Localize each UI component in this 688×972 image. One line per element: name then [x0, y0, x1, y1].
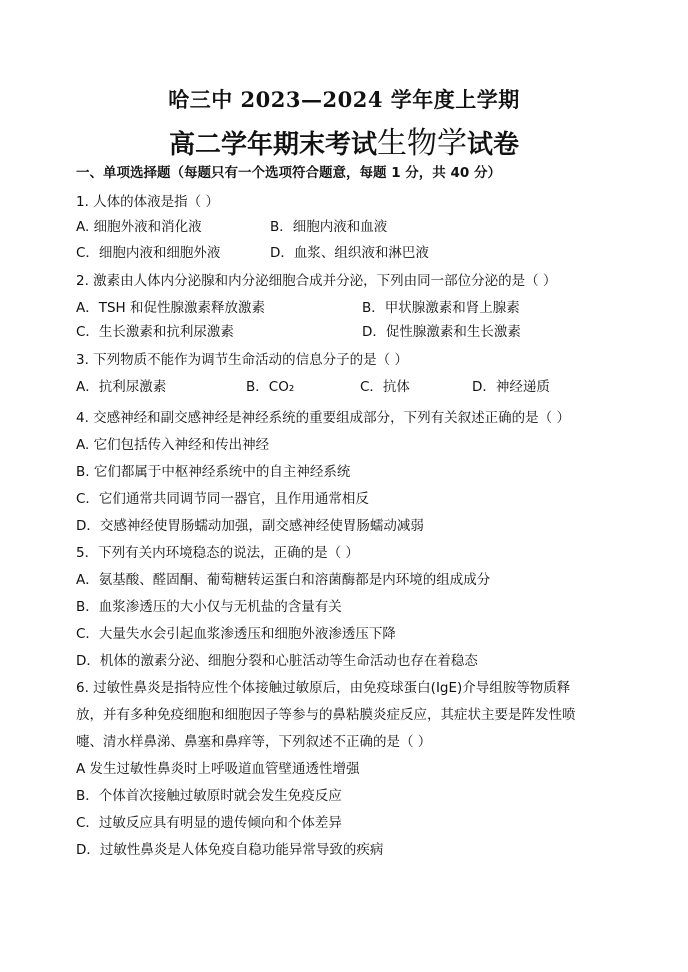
- question-3-option-b: B．CO₂: [246, 379, 295, 395]
- question-5-option-b: B．血浆渗透压的大小仅与无机盐的含量有关: [76, 599, 342, 615]
- exam-title-course: [0, 118, 688, 162]
- question-6-stem-line-3: 嚏、清水样鼻涕、鼻塞和鼻痒等，下列叙述不正确的是（ ）: [76, 734, 432, 750]
- section-heading: 一、单项选择题（每题只有一个选项符合题意，每题 1 分，共 40 分）: [76, 165, 501, 181]
- question-6-option-d: D．过敏性鼻炎是人体免疫自稳功能异常导致的疾病: [76, 842, 384, 858]
- question-3-option-d: D．神经递质: [472, 379, 550, 395]
- question-6-option-a: A 发生过敏性鼻炎时上呼吸道血管壁通透性增强: [76, 761, 360, 777]
- exam-title-school: 哈三中 2023—2024 学年度上学期: [168, 87, 520, 112]
- question-4-option-d: D．交感神经使胃肠蠕动加强，副交感神经使胃肠蠕动减弱: [76, 518, 424, 534]
- question-2-option-b: B．甲状腺激素和肾上腺素: [362, 300, 520, 316]
- question-1-option-b: B．细胞内液和血液: [270, 219, 388, 235]
- question-1-stem: 1. 人体的体液是指（ ）: [76, 194, 219, 210]
- question-2-option-a: A．TSH 和促性腺激素释放激素: [76, 300, 265, 316]
- question-5-option-a: A．氨基酸、醛固酮、葡萄糖转运蛋白和溶菌酶都是内环境的组成成分: [76, 572, 491, 588]
- question-5-option-c: C．大量失水会引起血浆渗透压和细胞外液渗透压下降: [76, 626, 396, 642]
- question-6-option-c: C．过敏反应具有明显的遗传倾向和个体差异: [76, 815, 342, 831]
- question-3-option-c: C．抗体: [360, 379, 410, 395]
- question-1-option-a: A. 细胞外液和消化液: [76, 219, 202, 235]
- question-5-stem: 5．下列有关内环境稳态的说法，正确的是（ ）: [76, 545, 359, 561]
- question-6-option-b: B．个体首次接触过敏原时就会发生免疫反应: [76, 788, 342, 804]
- question-3-option-a: A．抗利尿激素: [76, 379, 167, 395]
- question-1-option-d: D．血浆、组织液和淋巴液: [270, 245, 429, 261]
- question-5-option-d: D．机体的激素分泌、细胞分裂和心脏活动等生命活动也存在着稳态: [76, 653, 478, 669]
- question-1-option-c: C．细胞内液和细胞外液: [76, 245, 221, 261]
- question-3-stem: 3. 下列物质不能作为调节生命活动的信息分子的是（ ）: [76, 352, 408, 368]
- exam-title-prefix: 高二学年期末考试: [168, 130, 377, 160]
- question-4-option-c: C．它们通常共同调节同一器官，且作用通常相反: [76, 491, 369, 507]
- question-4-stem: 4. 交感神经和副交感神经是神经系统的重要组成部分，下列有关叙述正确的是（ ）: [76, 410, 570, 426]
- exam-title-suffix: 试卷: [467, 130, 520, 160]
- question-6-stem-line-1: 6. 过敏性鼻炎是指特应性个体接触过敏原后，由免疫球蛋白(IgE)介导组胺等物质释: [76, 680, 571, 696]
- question-6-stem-line-2: 放，并有多种免疫细胞和细胞因子等参与的鼻粘膜炎症反应，其症状主要是阵发性喷: [76, 707, 576, 723]
- question-2-stem: 2. 激素由人体内分泌腺和内分泌细胞合成并分泌，下列由同一部位分泌的是（ ）: [76, 273, 557, 289]
- exam-title-subject: 生物学: [377, 126, 467, 161]
- question-4-option-a: A. 它们包括传入神经和传出神经: [76, 437, 270, 453]
- question-4-option-b: B. 它们都属于中枢神经系统中的自主神经系统: [76, 464, 351, 480]
- question-2-option-c: C．生长激素和抗利尿激素: [76, 324, 234, 340]
- question-2-option-d: D．促性腺激素和生长激素: [362, 324, 521, 340]
